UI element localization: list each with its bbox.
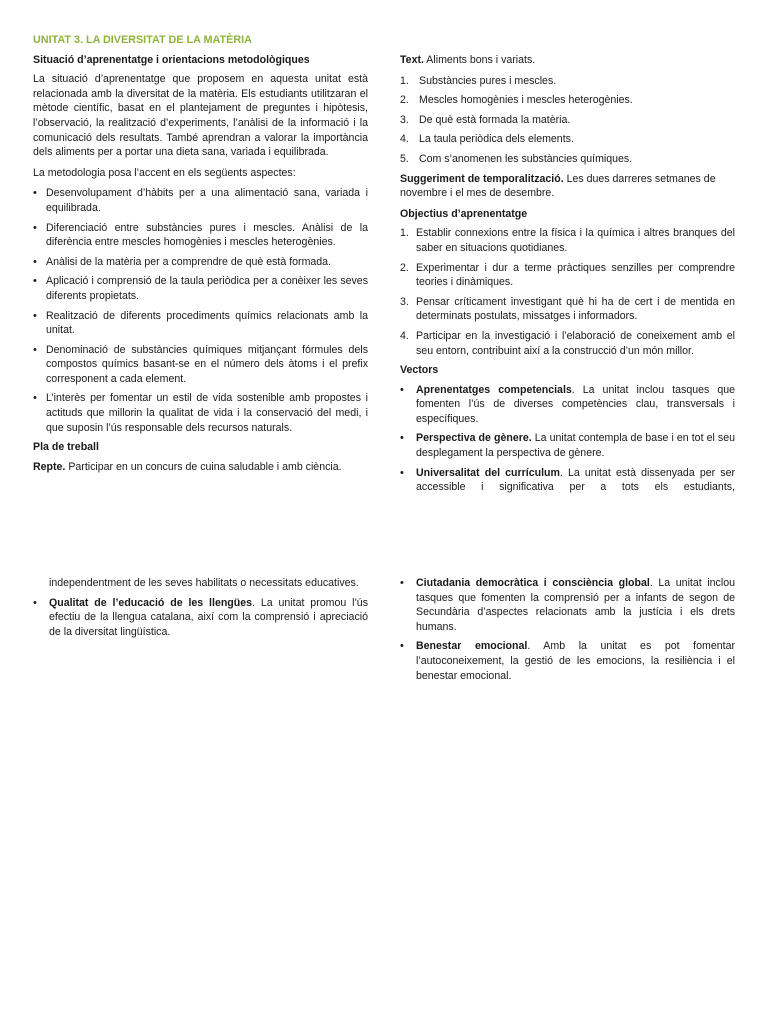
right-column-top — [400, 53, 735, 500]
list-item: • Realització de diferents procediments químics relacionats amb la unitat. — [33, 309, 368, 338]
aspectes-list — [33, 186, 368, 435]
list-item: • Qualitat de l’educació de les llengües. La unitat promou l’ús efectiu de la llengua catalana, així com la comprensió i apreciació de la diversitat lingüística. — [33, 596, 368, 640]
list-item: 4. La taula periòdica dels elements. — [400, 133, 574, 146]
vectors-list-continued — [33, 596, 368, 640]
list-item: • Benestar emocional. Amb la unitat es pot fomentar l’autoconeixement, la gestió de les emocions, la resiliència i el benestar emocional. — [400, 639, 735, 683]
vectors-list — [400, 383, 735, 495]
list-item: • Denominació de substàncies químiques mitjançant fórmules dels compostos químics basant-se en el número dels àtoms i el prefix corresponent a cada element. — [33, 343, 368, 387]
text-paragraph — [400, 53, 735, 68]
vector-continuation: independentment de les seves habilitats o necessitats educatives. — [49, 577, 359, 589]
text-label: Text. — [400, 54, 424, 66]
temporalitzacio-label: Suggeriment de temporalització. — [400, 172, 564, 185]
list-item: • Aprenentatges competencials. La unitat inclou tasques que fomenten l’ús de diverses competències clau, transversals i específiques. — [400, 383, 735, 427]
situacio-heading: Situació d’aprenentatge i orientacions metodològiques — [33, 53, 310, 66]
list-item: 5. Com s’anomenen les substàncies químiques. — [400, 152, 633, 165]
repte-label: Repte. — [33, 460, 66, 473]
vectors-list-right — [400, 576, 735, 683]
list-item: 2. Mescles homogènies i mescles heterogènies. — [400, 94, 633, 107]
pla-heading: Pla de treball — [33, 441, 99, 454]
situacio-intro: La situació d’aprenentatge que proposem en aquesta unitat està relacionada amb la diversitat de la matèria. Els estudiants utilitzaran el mètode científic, basat en el plantejament de preguntes i hipòtesis, l’observació, la realització d’experiments, l’anàlisi de la informació i la comunicació dels resultats. També aprendran a valorar la importància dels aliments per a portar una dieta sana, variada i equilibrada. — [33, 73, 368, 159]
list-item: 3. De què està formada la matèria. — [400, 113, 571, 126]
list-item: • Diferenciació entre substàncies pures i mescles. Anàlisi de la diferència entre mescles homogènies i mescles heterogènies. — [33, 221, 368, 250]
list-item: 1. Substàncies pures i mescles. — [400, 74, 557, 87]
repte-paragraph — [33, 460, 368, 475]
list-item: 4. Participar en la investigació i l’elaboració de coneixement amb el seu entorn, contribuint així a la construcció d’un món millor. — [400, 329, 735, 357]
list-item: 2. Experimentar i dur a terme pràctiques senzilles per comprendre teories i dinàmiques. — [400, 261, 735, 289]
unit-title: UNITAT 3. LA DIVERSITAT DE LA MATÈRIA — [33, 34, 252, 46]
text-text: Aliments bons i variats. — [423, 54, 536, 66]
list-item: 3. Pensar críticament investigant què hi ha de cert i de mentida en determinats postulats, missatges i informadors. — [400, 295, 735, 323]
list-item: • L’interès per fomentar un estil de vida sostenible amb propostes i actituds que millorin la qualitat de vida i la conservació del medi, i que suposin l’ús responsable dels recursos naturals. — [33, 391, 368, 435]
temporalitzacio-text: Les dues darreres setmanes de novembre i el mes de desembre. — [400, 172, 716, 200]
left-column-top — [33, 33, 368, 480]
metodologia-intro: La metodologia posa l’accent en els següents aspectes: — [33, 166, 296, 179]
vectors-heading: Vectors — [400, 364, 439, 377]
temes-list — [400, 74, 735, 167]
temporalitzacio-paragraph — [400, 172, 735, 201]
list-item: • Desenvolupament d’hàbits per a una alimentació sana, variada i equilibrada. — [33, 186, 368, 215]
list-item: • Universalitat del currículum. La unitat està dissenyada per ser accessible i significativa per a tots els estudiants, — [400, 466, 735, 495]
repte-text: Participar en un concurs de cuina saludable i amb ciència. — [65, 460, 342, 473]
list-item: 1. Establir connexions entre la física i la química i altres branques del saber en situacions quotidianes. — [400, 227, 735, 254]
left-column-bottom — [33, 576, 368, 644]
list-item: • Ciutadania democràtica i consciència global. La unitat inclou tasques que fomenten la comprensió per a infants de segon de Secundària d’aspectes relacionats amb la justícia i els drets humans. — [400, 576, 735, 634]
objectius-heading: Objectius d’aprenentatge — [400, 207, 528, 220]
list-item: • Anàlisi de la matèria per a comprendre de què està formada. — [33, 255, 368, 270]
list-item: • Aplicació i comprensió de la taula periòdica per a conèixer les seves diferents propietats. — [33, 274, 368, 303]
objectius-list — [400, 226, 735, 358]
list-item: • Perspectiva de gènere. La unitat contempla de base i en tot el seu desplegament la perspectiva de gènere. — [400, 431, 735, 460]
right-column-bottom — [400, 576, 735, 688]
